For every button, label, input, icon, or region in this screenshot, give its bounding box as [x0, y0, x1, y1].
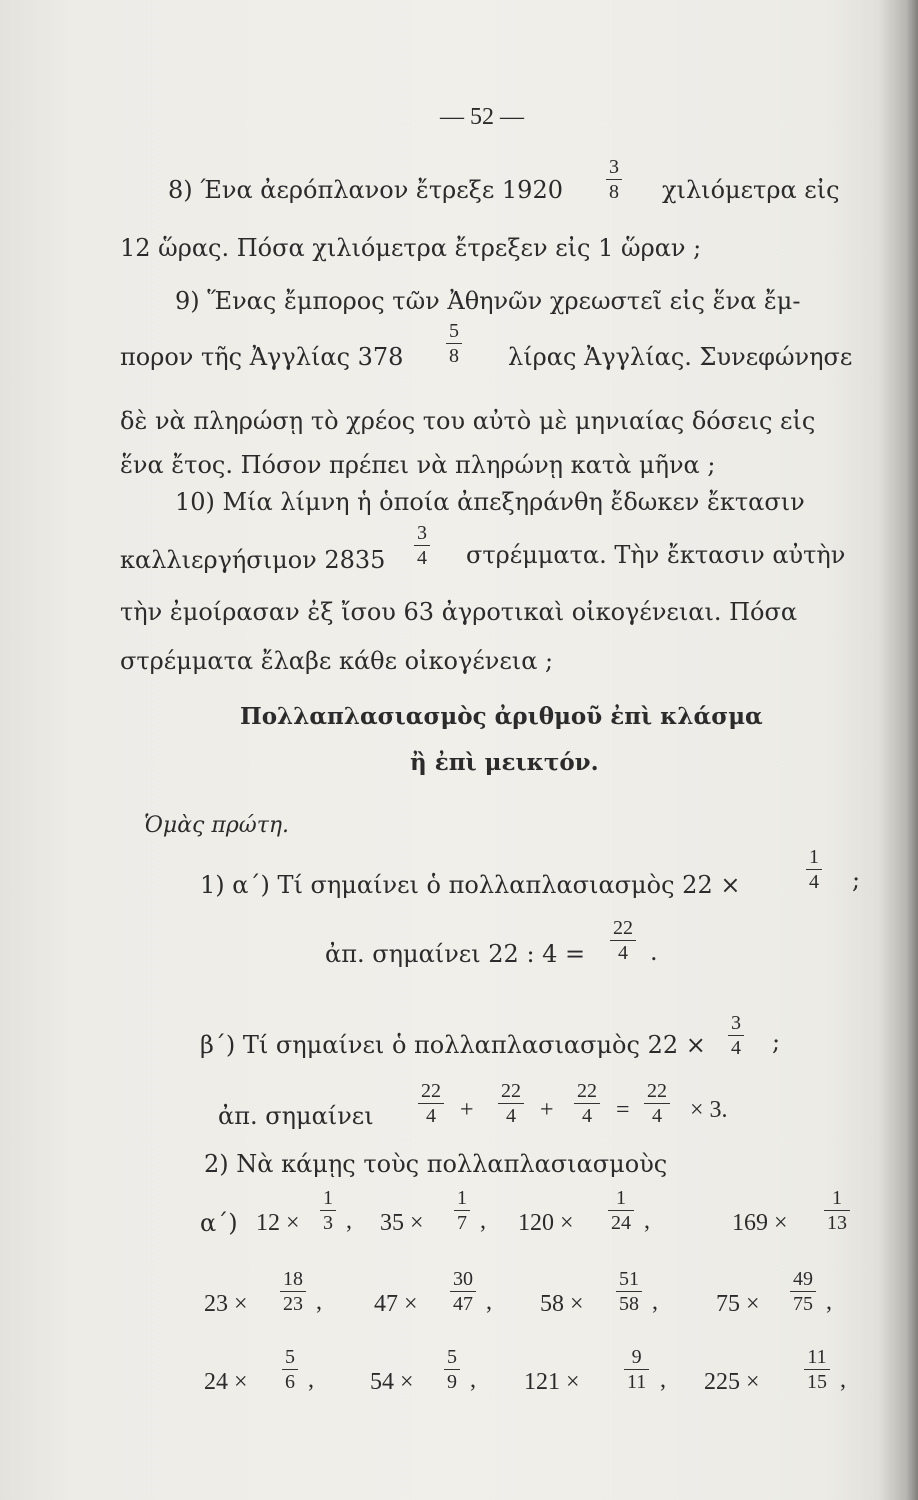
fraction-numerator: 22	[613, 917, 633, 939]
exercise-2-title: 2) Νὰ κάμῃς τοὺς πολλαπλασιασμοὺς	[204, 1150, 668, 1178]
fraction-numerator: 22	[647, 1080, 667, 1102]
multiplication-whole: 35 ×	[380, 1210, 424, 1236]
fraction-denominator: 47	[453, 1293, 473, 1315]
multiplication-fraction	[608, 1187, 634, 1234]
fraction-numerator: 51	[619, 1268, 639, 1290]
fraction-bar	[806, 869, 822, 870]
multiplication-fraction	[804, 1346, 830, 1393]
problem-10-line-4: στρέμματα ἔλαβε κάθε οἰκογένεια ;	[120, 647, 554, 675]
fraction-numerator: 3	[731, 1012, 741, 1034]
separator-comma: ,	[644, 1208, 650, 1234]
problem-8-line-1: 8) Ένα ἀερόπλανον ἔτρεξε 1920	[168, 176, 563, 204]
fraction-bar	[320, 1210, 336, 1211]
fraction-denominator: 58	[619, 1293, 639, 1315]
exercise-1a-period: .	[650, 938, 658, 966]
fraction-bar	[498, 1103, 524, 1104]
multiplication-fraction	[824, 1187, 850, 1234]
problem-9-line-2-end: λίρας Ἀγγλίας. Συνεφώνησε	[508, 343, 853, 371]
multiplication-whole: 47 ×	[374, 1291, 418, 1317]
fraction-bar	[450, 1291, 476, 1292]
exercise-1b-term-1	[418, 1080, 444, 1127]
fraction-denominator: 13	[827, 1212, 847, 1234]
separator-comma: ,	[660, 1367, 666, 1393]
fraction-denominator: 23	[283, 1293, 303, 1315]
fraction-denominator: 3	[323, 1212, 333, 1234]
fraction-numerator: 3	[609, 156, 619, 178]
fraction-bar	[824, 1210, 850, 1211]
plus-operator: +	[460, 1097, 474, 1123]
fraction-numerator: 5	[285, 1346, 295, 1368]
problem-8-line-2: 12 ὥρας. Πόσα χιλιόμετρα ἔτρεξεν εἰς 1 ὥραν ;	[120, 234, 702, 262]
fraction-numerator: 3	[417, 522, 427, 544]
multiplication-whole: 54 ×	[370, 1369, 414, 1395]
fraction-numerator: 22	[421, 1080, 441, 1102]
fraction-denominator: 8	[449, 345, 459, 367]
fraction-bar	[606, 179, 622, 180]
problem-8-line-1-end: χιλιόμετρα εἰς	[662, 176, 840, 204]
problem-8-fraction	[606, 156, 622, 203]
exercise-1a-qmark: ;	[852, 866, 861, 894]
fraction-bar	[608, 1210, 634, 1211]
fraction-numerator: 1	[809, 846, 819, 868]
fraction-bar	[454, 1210, 470, 1211]
fraction-denominator: 4	[652, 1105, 662, 1127]
problem-9-line-1: 9) Ἕνας ἔμπορος τῶν Ἀθηνῶν χρεωστεῖ εἰς ἕνα ἔμ-	[175, 287, 801, 315]
separator-comma: ,	[486, 1289, 492, 1315]
fraction-denominator: 75	[793, 1293, 813, 1315]
fraction-bar	[644, 1103, 670, 1104]
fraction-numerator: 1	[457, 1187, 467, 1209]
fraction-numerator: 18	[283, 1268, 303, 1290]
exercise-2-label: α΄)	[200, 1209, 238, 1237]
problem-9-line-2: πορον τῆς Ἀγγλίας 378	[120, 343, 404, 371]
group-label: Ὁμὰς πρώτη.	[144, 813, 290, 838]
fraction-denominator: 4	[618, 942, 628, 964]
separator-comma: ,	[480, 1208, 486, 1234]
multiplication-fraction	[450, 1268, 476, 1315]
problem-10-fraction	[414, 522, 430, 569]
fraction-numerator: 1	[832, 1187, 842, 1209]
exercise-1a-question: 1) α΄) Τί σημαίνει ὁ πολλαπλασιασμὸς 22 ×	[200, 871, 741, 899]
fraction-numerator: 9	[631, 1346, 642, 1368]
fraction-numerator: 5	[449, 320, 459, 342]
multiplication-whole: 23 ×	[204, 1291, 248, 1317]
problem-10-line-1: 10) Μία λίμνη ἡ ὁποία ἀπεξηράνθη ἔδωκεν ἔκτασιν	[175, 488, 805, 516]
fraction-denominator: 7	[457, 1212, 467, 1234]
problem-10-line-2-end: στρέμματα. Τὴν ἔκτασιν αὐτὴν	[466, 541, 846, 569]
multiplication-whole: 121 ×	[524, 1369, 580, 1395]
section-subtitle: ἢ ἐπὶ μεικτόν.	[410, 749, 599, 776]
exercise-1b-term-2	[498, 1080, 524, 1127]
fraction-denominator: 4	[417, 547, 427, 569]
fraction-denominator: 4	[426, 1105, 436, 1127]
multiplication-whole: 120 ×	[518, 1210, 574, 1236]
exercise-1b-question: β΄) Τί σημαίνει ὁ πολλαπλασιασμὸς 22 ×	[200, 1031, 706, 1059]
separator-comma: ,	[826, 1289, 832, 1315]
plus-operator: +	[540, 1097, 554, 1123]
exercise-1b-answer-label: ἀπ. σημαίνει	[218, 1102, 374, 1130]
separator-comma: ,	[652, 1289, 658, 1315]
page-spine-shadow	[878, 0, 918, 1500]
page-number: — 52 —	[440, 104, 524, 130]
separator-comma: ,	[346, 1208, 352, 1234]
exercise-1b-fraction	[728, 1012, 744, 1059]
fraction-denominator: 6	[285, 1371, 295, 1393]
fraction-bar	[280, 1291, 306, 1292]
separator-comma: ,	[316, 1289, 322, 1315]
fraction-bar	[444, 1369, 460, 1370]
separator-comma: ,	[840, 1367, 846, 1393]
problem-10-line-2: καλλιεργήσιμον 2835	[120, 546, 386, 574]
multiplication-fraction	[624, 1346, 649, 1393]
problem-10-line-3: τὴν ἐμοίρασαν ἐξ ἴσου 63 ἀγροτικαὶ οἰκογένειαι. Πόσα	[120, 598, 798, 626]
multiplication-fraction	[320, 1187, 336, 1234]
multiplication-fraction	[790, 1268, 816, 1315]
times-three: × 3.	[690, 1097, 728, 1123]
equals-operator: =	[616, 1097, 630, 1123]
multiplication-whole: 58 ×	[540, 1291, 584, 1317]
fraction-denominator: 4	[809, 871, 819, 893]
fraction-denominator: 11	[627, 1371, 647, 1393]
section-title: Πολλαπλασιασμὸς ἀριθμοῦ ἐπὶ κλάσμα	[240, 703, 763, 730]
problem-9-line-4: ἕνα ἔτος. Πόσον πρέπει νὰ πληρώνῃ κατὰ μῆνα ;	[120, 451, 716, 479]
fraction-bar	[418, 1103, 444, 1104]
multiplication-whole: 24 ×	[204, 1369, 248, 1395]
problem-9-fraction	[446, 320, 462, 367]
fraction-numerator: 22	[577, 1080, 597, 1102]
multiplication-fraction	[454, 1187, 470, 1234]
fraction-bar	[446, 343, 462, 344]
fraction-bar	[728, 1035, 744, 1036]
exercise-1b-term-4	[644, 1080, 670, 1127]
multiplication-fraction	[280, 1268, 306, 1315]
fraction-denominator: 8	[609, 181, 619, 203]
fraction-bar	[282, 1369, 298, 1370]
fraction-denominator: 24	[611, 1212, 631, 1234]
multiplication-fraction	[616, 1268, 642, 1315]
exercise-1a-answer: ἀπ. σημαίνει 22 : 4 =	[325, 940, 586, 968]
multiplication-fraction	[444, 1346, 460, 1393]
fraction-denominator: 9	[447, 1371, 457, 1393]
multiplication-whole: 75 ×	[716, 1291, 760, 1317]
fraction-numerator: 5	[447, 1346, 457, 1368]
fraction-bar	[616, 1291, 642, 1292]
fraction-denominator: 4	[731, 1037, 741, 1059]
multiplication-whole: 12 ×	[256, 1210, 300, 1236]
separator-comma: ,	[308, 1367, 314, 1393]
fraction-denominator: 15	[807, 1371, 827, 1393]
fraction-bar	[414, 545, 430, 546]
fraction-numerator: 1	[616, 1187, 626, 1209]
fraction-numerator: 1	[323, 1187, 333, 1209]
fraction-numerator: 30	[453, 1268, 473, 1290]
fraction-denominator: 4	[582, 1105, 592, 1127]
exercise-1a-answer-fraction	[610, 917, 636, 964]
exercise-1b-qmark: ;	[772, 1028, 781, 1056]
fraction-bar	[610, 940, 636, 941]
fraction-bar	[790, 1291, 816, 1292]
fraction-denominator: 4	[506, 1105, 516, 1127]
separator-comma: ,	[470, 1367, 476, 1393]
fraction-numerator: 49	[793, 1268, 813, 1290]
fraction-bar	[624, 1369, 649, 1370]
exercise-1a-fraction	[806, 846, 822, 893]
multiplication-whole: 169 ×	[732, 1210, 788, 1236]
fraction-numerator: 11	[807, 1346, 827, 1368]
problem-9-line-3: δὲ νὰ πληρώσῃ τὸ χρέος του αὐτὸ μὲ μηνιαίας δόσεις εἰς	[120, 407, 816, 435]
exercise-1b-term-3	[574, 1080, 600, 1127]
fraction-numerator: 22	[501, 1080, 521, 1102]
fraction-bar	[574, 1103, 600, 1104]
multiplication-fraction	[282, 1346, 298, 1393]
fraction-bar	[804, 1369, 830, 1370]
multiplication-whole: 225 ×	[704, 1369, 760, 1395]
